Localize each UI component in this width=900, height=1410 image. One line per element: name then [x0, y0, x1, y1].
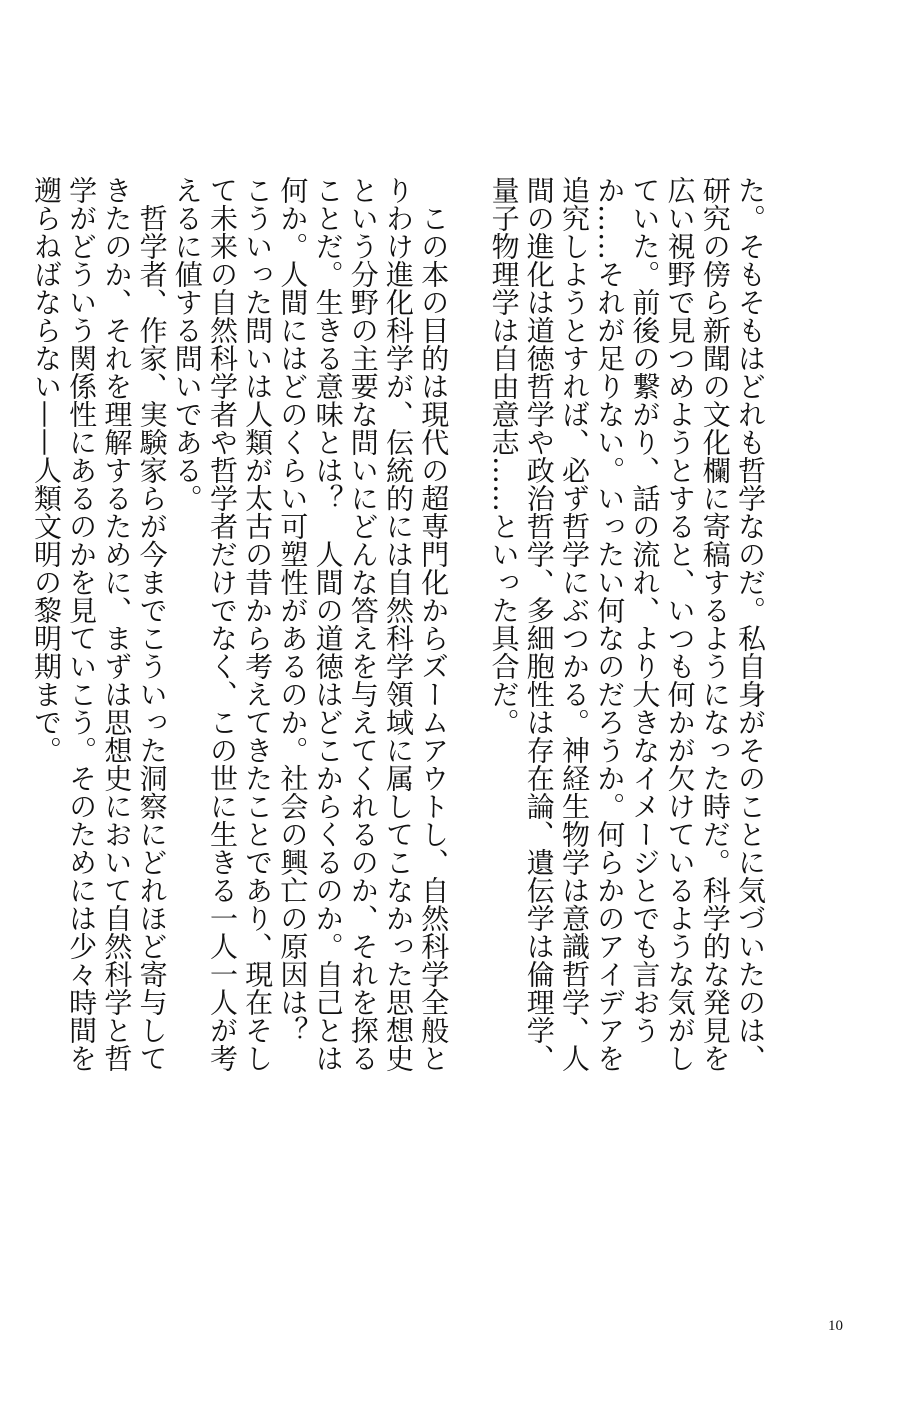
paragraph-3: 哲学者、作家、実験家らが今までこういった洞察にどれほど寄与してきたのか、それを理解するために、まずは思想史において自然科学と哲学がどういう関係性にあるのかを見ていこう。そのためには少々時間を遡らねばならない——人類文明の黎明期まで。	[29, 176, 169, 1072]
paragraph-2: この本の目的は現代の超専門化からズームアウトし、自然科学全般とりわけ進化科学が、伝統的には自然科学領域に属してこなかった思想史という分野の主要な問いにどんな答えを与えてくれるのか、それを探ることだ。生きる意味とは？ 人間の道徳はどこからくるのか。自己とは何か。人間にはどのくらい可塑性があるのか。社会の興亡の原因は？ こういった問いは人類が太古の昔から考えてきたことであり、現在そして未来の自然科学者や哲学者だけでなく、この世に生きる一人一人が考えるに値する問いである。	[170, 176, 451, 1072]
paragraph-1: た。そもそもはどれも哲学なのだ。私自身がそのことに気づいたのは、研究の傍ら新聞の文化欄に寄稿するようになった時だ。科学的な発見を広い視野で見つめようとすると、いつも何かが欠けているような気がしていた。前後の繋がり、話の流れ、より大きなイメージとでも言おうか……それが足りない。いったい何なのだろうか。何らかのアイデアを追究しようとすれば、必ず哲学にぶつかる。神経生物学は意識哲学、人間の進化は道徳哲学や政治哲学、多細胞性は存在論、遺伝学は倫理学、量子物理学は自由意志……といった具合だ。	[487, 176, 767, 1072]
vertical-body-text	[29, 176, 768, 1096]
page-number: 10	[828, 1318, 843, 1334]
